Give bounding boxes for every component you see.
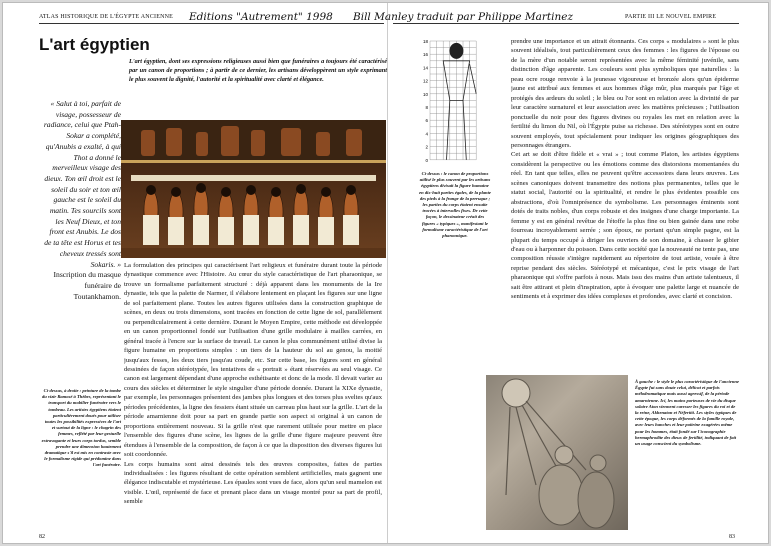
publisher-note: Editions "Autrement" 1998 — [189, 11, 333, 23]
ramose-tomb-painting — [121, 120, 386, 258]
amarna-relief-image — [486, 375, 628, 530]
grid-tick-label: 8 — [425, 105, 428, 110]
page-gutter — [387, 3, 388, 543]
relief-caption: À gauche : le style le plus caractéristique de l'ancienne Égypte fut sans doute celui, délicat et parfois mélodramatique mais aussi agressif, de la période amarnienne. Ici, les mains porteuses de vie du disque solaire Aton viennent caresser les figures du roi et de la reine, Akhenaton et Néfertiti. Les styles typiques de cette époque, les corps déformés de la famille royale, avec leurs hanches et leur poitrine exagérées même pour les hommes, était fondé sur l'iconographie hermaphrodite des dieux de fertilité, indiquant de fait un usage conscient du symbolisme. — [635, 379, 739, 447]
figure-arm — [470, 64, 477, 94]
grid-tick-label: 12 — [422, 78, 428, 84]
pull-quote — [41, 99, 121, 302]
translator-note: Bill Manley traduit par Philippe Martinez — [353, 11, 573, 23]
header-rule-right — [393, 23, 739, 24]
left-body-text — [124, 261, 382, 539]
article-title: L'art égyptien — [39, 35, 150, 54]
left-paragraph-2: Les corps humains sont ainsi dessinés tels des œuvres composites, faites de parties individualisées : les figures résultant de cette opération semblent artificielles, mais gagnent une élégance indiscutable et mystérieuse. Les épaules sont vues de face, alors qu'un seul mamelon est visible. L'œil, représenté de face et prenant place dans un visage montré pour sa part de profil, semble — [124, 460, 382, 506]
left-paragraph-1: La formulation des principes qui caractérisent l'art religieux et funéraire durant toute la période dynastique commence avec l'Histoire. Au cœur du style caractéristique de l'art pharaonique, se trouve un formalisme parfaitement structuré : déjà apparent dans les monuments de la Ire dynastie, tels que la palette de Narmer, il s'élabore lentement en plaçant les figures sur une ligne de sol parfaitement plane. Toutes les autres figures utilisées dans la construction graphique de scènes, en deux ou trois dimensions, sont tracées en fonction de cette ligne de sol, parallèlement ou perpendiculairement à cette dernière. Durant le Moyen Empire, cette méthode est développée en un canon proportionnel fondé sur l'utilisation d'une grille modulaire à mailles carrées, en général tracée à l'encre sur la surface de travail. Le canon le plus communément utilisé divise la figure humaine en proportions simples : un tiers de la hauteur du sol au genou, la moitié jusqu'aux fesses, les deux tiers jusqu'au coude, etc. Sur cette base, les figures sont en général dessinées de façon stéréotypée, les tentatives de « portrait » étant réservées au seul visage. Ce canon est largement dépendant d'une approche esthétisante et donc de la mode. Il devait varier au cours des siècles et déterminer le style singulier d'une période donnée. Durant la XIXe dynastie, par exemple, les personnages présentent des jambes plus longues et des torses plus sveltes qu'aux périodes précédentes, la ligne des fessiers étant située un carreau plus haut sur la grille. L'art de la période amarnienne doit pour sa part en grande partie son aspect si original à un canon de proportions entièrement nouveau. Si la grille n'est que rarement utilisée pour mettre en place l'ensemble des figures d'une scène, les lignes de la grille d'une figure majeure peuvent être étendues à l'ensemble de la composition, de façon à ce que la disposition des diverses figures lui soit coordonnée. — [124, 262, 382, 459]
right-paragraph-2: Cet art se doit d'être fidèle et « vrai » ; tout comme Platon, les artistes égyptiens considèrent la perspective ou les émotions comme des distorsions momentanées du réel. En tant que telles, elles ne peuvent qu'être accessoires dans leurs œuvres. Les scènes canoniques doivent transmettre des notions plus permanentes, telles que le statut social, l'autorité ou la spiritualité, et rendre le plus évidentes possible ces abstractions, d'où l'omniprésence du symbolisme. Les personnages éminents sont dotés de traits nobles, d'un corps robuste et des insignes d'une charge importante. La femme y est en général revêtue de l'étoffe la plus fine ou bien gainée dans une robe fourreau incroyablement serrée ; son époux, ne portant qu'un simple pagne, est la plupart du temps occupé à diriger les ouvriers de son domaine, à chasser le gibier d'eau ou à harponner du poisson. Dans cette société que la nouveauté ne tente pas, une composition réussie s'intègre rapidement au répertoire de tout artiste, vouée à être reprise pendant des siècles. Stéréotypé et mécanique, c'est le prix visage de l'art pharaonique qui s'offre parfois à nous. Mais issu des mains d'un artiste talentueux, il sait être attirant et plein d'inspiration, apte à évoquer une palette large et nuancée de sentiments et à exprimer des idées complexes et profondes, avec clarté et concision. — [511, 151, 739, 301]
running-title-right: PARTIE III LE NOUVEL EMPIRE — [625, 14, 717, 20]
grid-tick-label: 18 — [422, 39, 428, 44]
grid-tick-label: 0 — [425, 157, 428, 163]
header-rule-left — [39, 23, 384, 24]
right-paragraph-1: prendre une importance et un attrait étonnants. Ces corps « modulaires » sont le plus souvent idéalisés, tout particulièrement ceux des femmes : les figures de l'épouse ou de la mère d'un notable seront représentées avec la même féminité juvénile, sans distinction d'âge apparente. Les couleurs sont plus symboliques que naturelles : la peau ocre rouge renvoie à la jeunesse vigoureuse et bronzée alors qu'un épiderme jaune est attribué aux femmes et aux hommes d'âge mûr, plus marqués par l'âge et protégés des ardeurs du soleil ; le bleu ou l'or sont en relation avec la divinité de par leur caractère surnaturel et leur association avec les matières précieuses ; l'utilisation ponctuelle du noir pour des figures divines ou royales les met en relation avec la fertilité du limon du Nil, où l'Égypte puise sa richesse. Des stéréotypes sont en outre souvent employés, tout spécialement pour indiquer les origines géographiques des personnages étrangers. — [511, 38, 739, 149]
grid-tick-label: 10 — [422, 91, 428, 97]
grid-figure-drawing — [418, 37, 503, 165]
fresco-illustration — [121, 120, 386, 258]
grid-tick-label: 2 — [425, 144, 428, 150]
quote-credit: Inscription du masque funéraire de Toutankhamon. — [53, 270, 121, 301]
page-number-left: 82 — [39, 534, 45, 540]
page-number-right: 83 — [729, 534, 735, 540]
right-body-text — [511, 37, 739, 337]
quote-text: « Salut à toi, parfait de visage, possesseur de radiance, celui que Ptah-Sokar a complété, qu'Anubis a exalté, à qui Thot a donné le merveilleux visage des dieux. Ton œil droit est le soleil du soir et ton œil gauche est le soleil du matin. Tes sourcils sont les Neuf Dieux, et ton front est Anubis. Le dos de ta tête est Horus et tes cheveux tressés sont Sokaris. » — [43, 99, 121, 269]
running-title-left: ATLAS HISTORIQUE DE L'ÉGYPTE ANCIENNE — [39, 14, 174, 20]
canon-grid-figure — [418, 37, 503, 165]
fresco-caption: Ci-dessus, à droite : peinture de la tombe du vizir Ramosé à Thèbes, représentant le transport du mobilier funéraire vers le tombeau. Les artistes égyptiens étaient particulièrement doués pour utiliser toutes les possibilités expressives de l'art et surtout de la ligne : le chagrin des femmes, reflété par leur gestuelle extravagante et leurs corps tordus, semble prendre une dimension hautement dramatique s'il est mis en contraste avec le formalisme rigide qui prédomine dans l'art funéraire. — [41, 388, 121, 468]
book-spread — [2, 2, 769, 544]
article-intro: L'art égyptien, dont ses expressions religieuses aussi bien que funéraires a toujours été caractérisé par un canon de proportions ; à partir de ce dernier, les artisans développèrent un style exprimant le plus souvent la dignité, l'autorité et la spiritualité avec clarté et élégance. — [129, 58, 387, 84]
grid-caption: Ci-dessus : le canon de proportions utilisé le plus souvent par les artisans égyptiens divisait la figure humaine en dix-huit parties égales, de la plante des pieds à la frange de la perruque ; les parties du corps étaient ensuite tracées à intervalles fixes. De cette façon, le dessinateur créait des figures « typiques », manifestant le formalisme caractéristique de l'art pharaonique. — [419, 171, 491, 239]
relief-illustration — [486, 375, 628, 530]
grid-tick-label: 6 — [425, 118, 428, 124]
grid-tick-label: 16 — [422, 52, 428, 58]
grid-tick-label: 14 — [422, 65, 428, 71]
figure-head — [449, 43, 463, 59]
grid-tick-label: 4 — [425, 131, 428, 137]
